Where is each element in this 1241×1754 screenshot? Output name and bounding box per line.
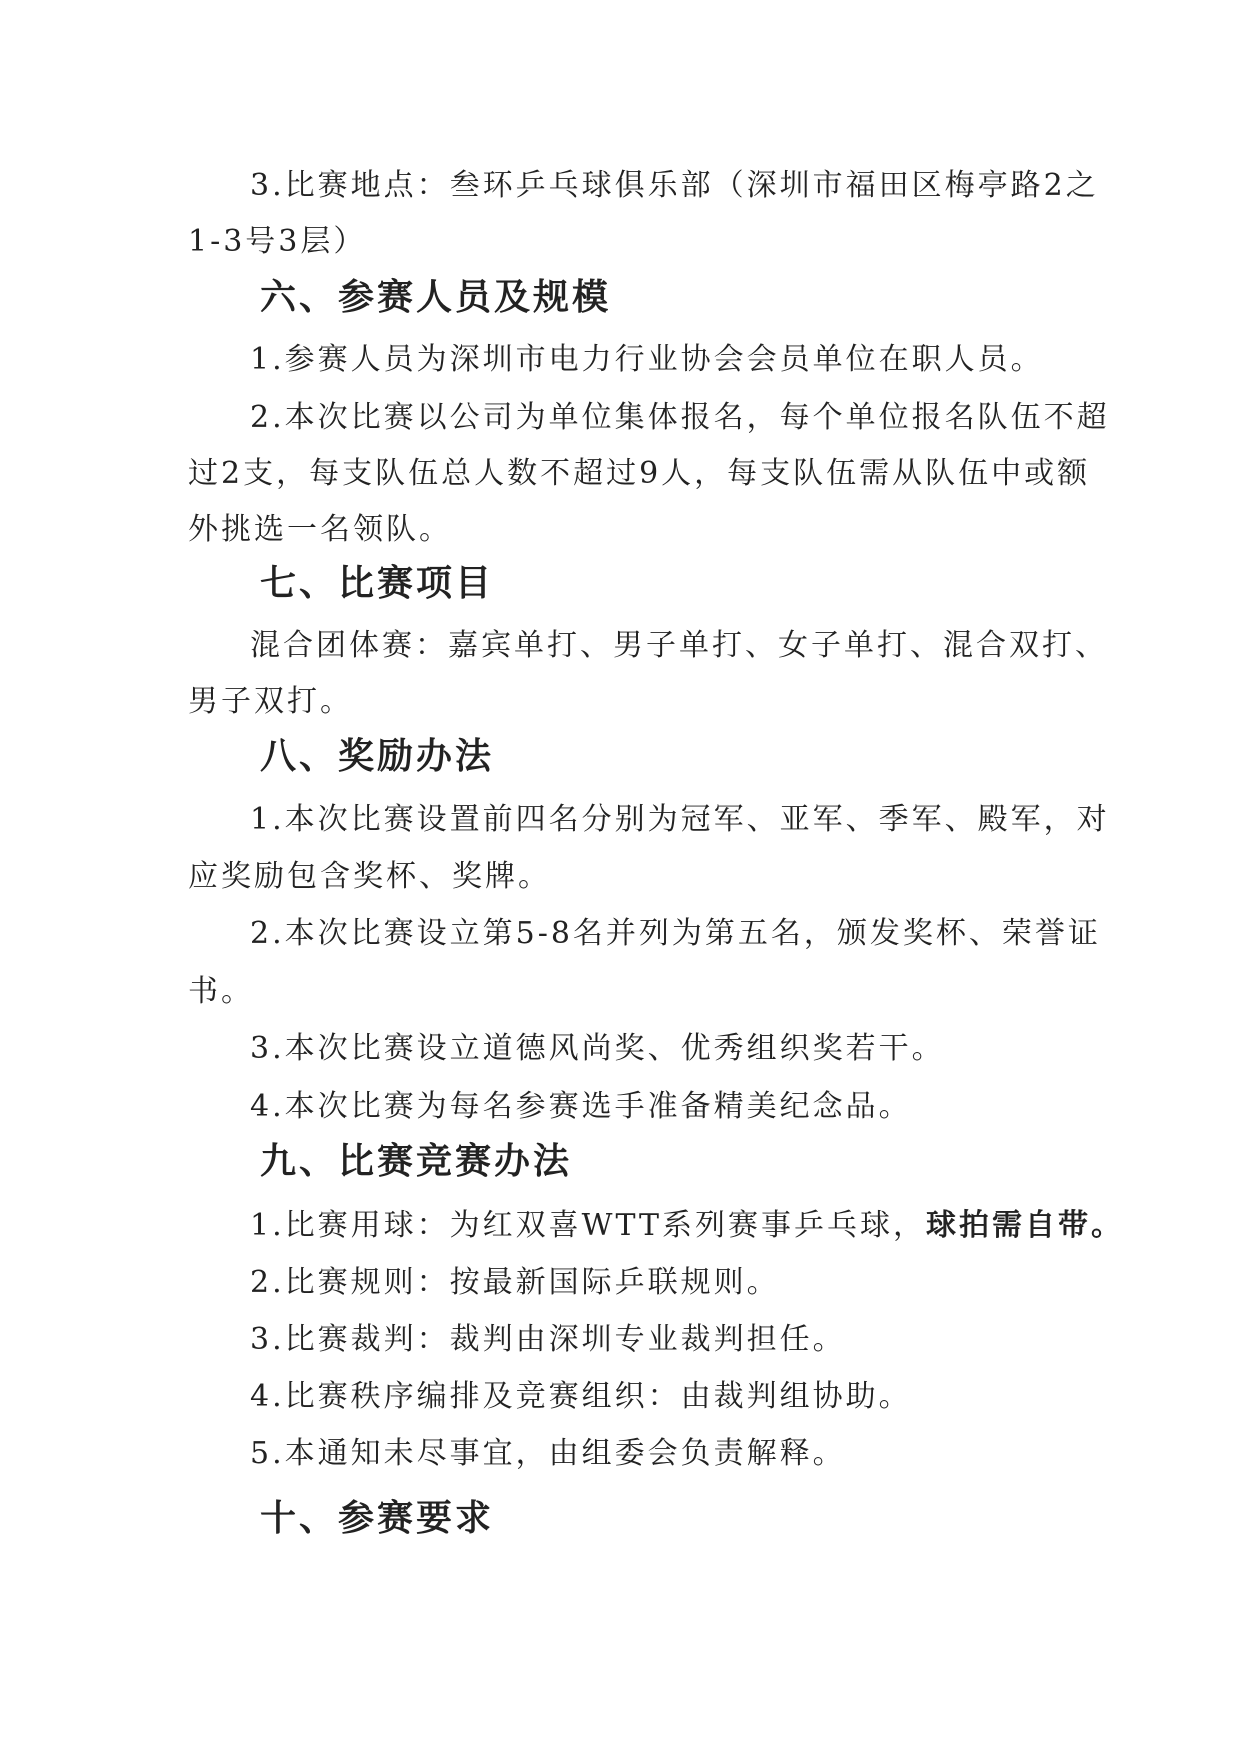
section-9-paragraph-3: 3.比赛裁判：裁判由深圳专业裁判担任。 [250,1322,846,1357]
section-8-paragraph-2-line-2: 书。 [188,974,254,1009]
section-8-paragraph-4: 4.本次比赛为每名参赛选手准备精美纪念品。 [250,1089,912,1124]
section-9-paragraph-1 [250,1206,1125,1246]
section-8-paragraph-1-line-2: 应奖励包含奖杯、奖牌。 [188,859,551,894]
section-9-paragraph-2: 2.比赛规则：按最新国际乒联规则。 [250,1265,780,1300]
venue-line-2: 1-3号3层） [188,224,367,259]
section-8-paragraph-1-line-1: 1.本次比赛设置前四名分别为冠军、亚军、季军、殿军，对 [250,802,1110,837]
section-10-heading: 十、参赛要求 [260,1498,495,1539]
section-7-heading: 七、比赛项目 [260,563,495,604]
section-6-paragraph-2-line-1: 2.本次比赛以公司为单位集体报名，每个单位报名队伍不超 [250,400,1110,435]
section-6-paragraph-2-line-3: 外挑选一名领队。 [188,512,452,547]
section-9-heading: 九、比赛竞赛办法 [260,1141,573,1182]
section-8-paragraph-3: 3.本次比赛设立道德风尚奖、优秀组织奖若干。 [250,1031,945,1066]
section-9-paragraph-5: 5.本通知未尽事宜，由组委会负责解释。 [250,1436,846,1471]
section-7-paragraph-line-1: 混合团体赛：嘉宾单打、男子单打、女子单打、混合双打、 [250,628,1108,663]
section-8-paragraph-2-line-1: 2.本次比赛设立第5-8名并列为第五名，颁发奖杯、荣誉证 [250,916,1101,951]
venue-line-1: 3.比赛地点：叁环乒乓球俱乐部（深圳市福田区梅亭路2之 [250,168,1099,203]
section-9-paragraph-1-emphasis: 球拍需自带。 [926,1208,1125,1243]
section-7-paragraph-line-2: 男子双打。 [188,684,353,719]
section-6-heading: 六、参赛人员及规模 [260,277,612,318]
section-6-paragraph-2-line-2: 过2支，每支队伍总人数不超过9人，每支队伍需从队伍中或额 [188,456,1091,491]
section-9-paragraph-4: 4.比赛秩序编排及竞赛组织：由裁判组协助。 [250,1379,912,1414]
section-9-paragraph-1-text: 1.比赛用球：为红双喜WTT系列赛事乒乓球， [250,1208,927,1243]
section-6-paragraph-1: 1.参赛人员为深圳市电力行业协会会员单位在职人员。 [250,342,1044,377]
section-8-heading: 八、奖励办法 [260,736,495,777]
